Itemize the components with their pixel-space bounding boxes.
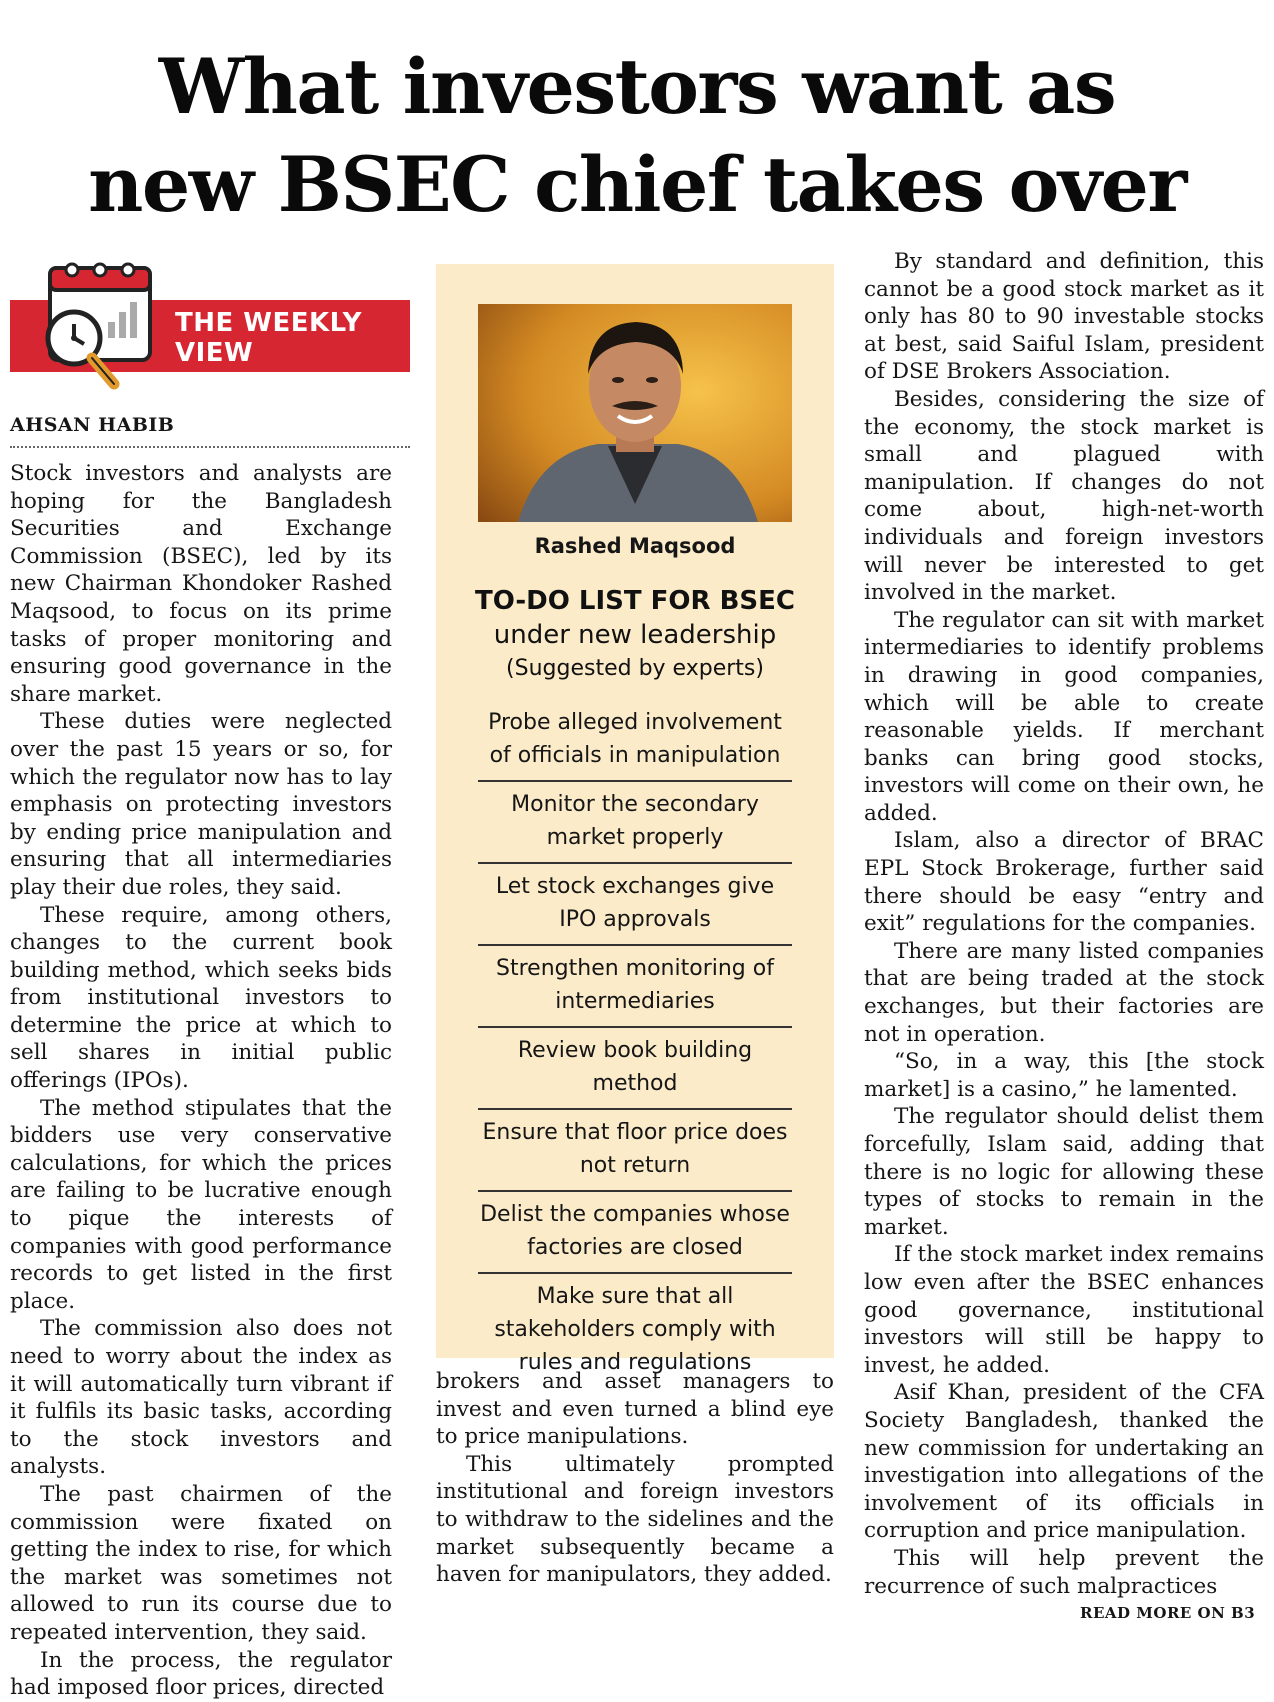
paragraph: This ultimately prompted institutional and foreign investors to withdraw to the sidelines and the market subsequently became a haven for manipulators, they added.: [436, 1451, 834, 1588]
todo-item: Ensure that floor price does not return: [478, 1110, 792, 1192]
article-column-1: [10, 460, 392, 1702]
weekly-view-logo: [10, 256, 410, 406]
article-column-3: [864, 248, 1264, 1600]
paragraph: brokers and asset managers to invest and even turned a blind eye to price manipulations.: [436, 1369, 834, 1450]
paragraph: The regulator can sit with market intermediaries to identify problems in drawing in good companies, which will be able to create reasonable yields. If merchant banks can bring good stocks, investors will come on their own, he added.: [864, 607, 1264, 826]
calendar-clock-magnifier-icon: [28, 256, 173, 406]
paragraph: “So, in a way, this [the stock market] is a casino,” he lamented.: [864, 1049, 1264, 1102]
weekly-view-label-line-1: THE WEEKLY: [175, 308, 362, 338]
photo-caption: Rashed Maqsood: [534, 534, 736, 558]
todo-title-sub: under new leadership: [493, 620, 777, 650]
paragraph: Asif Khan, president of the CFA Society Bangladesh, thanked the new commission for undertaking an investigation into allegations of the involvement of its officials in corruption and price manipulation.: [864, 1380, 1264, 1544]
paragraph: The past chairmen of the commission were fixated on getting the index to rise, for which the market was sometimes not allowed to run its course due to repeated intervention, they said.: [10, 1481, 392, 1645]
todo-item: Strengthen monitoring of intermediaries: [478, 946, 792, 1028]
byline: AHSAN HABIB: [10, 414, 410, 448]
paragraph: The regulator should delist them forcefully, Islam said, adding that there is no logic for allowing these types of stocks to remain in the market.: [864, 1104, 1264, 1240]
paragraph: The commission also does not need to worry about the index as it will automatically turn vibrant if it fulfils its basic tasks, according to the stock investors and analysts.: [10, 1316, 392, 1480]
paragraph: There are many listed companies that are being traded at the stock exchanges, but their factories are not in operation.: [864, 938, 1264, 1047]
todo-item: Probe alleged involvement of officials in manipulation: [478, 700, 792, 782]
paragraph: In the process, the regulator had imposed floor prices, directed: [10, 1647, 392, 1701]
paragraph: The method stipulates that the bidders use very conservative calculations, for which the prices are failing to be lucrative enough to pique the interests of companies with good performance records to get listed in the first place.: [10, 1095, 392, 1314]
paragraph: Stock investors and analysts are hoping for the Bangladesh Securities and Exchange Commission (BSEC), led by its new Chairman Khondoker Rashed Maqsood, to focus on its prime tasks of proper monitoring and ensuring good governance in the share market.: [10, 461, 392, 707]
weekly-view-label: [175, 308, 362, 368]
todo-item: Review book building method: [478, 1028, 792, 1110]
article-column-2: [436, 1368, 834, 1589]
weekly-view-label-line-2: VIEW: [175, 338, 254, 368]
paragraph: By standard and definition, this cannot be a good stock market as it only has 80 to 90 investable stocks at best, said Saiful Islam, president of DSE Brokers Association.: [864, 249, 1264, 385]
headline-line-2: new BSEC chief takes over: [88, 140, 1186, 229]
read-more-link[interactable]: READ MORE ON B3: [1080, 1604, 1256, 1622]
paragraph: If the stock market index remains low even after the BSEC enhances good governance, institutional investors will still be happy to invest, he added.: [864, 1242, 1264, 1378]
paragraph: Islam, also a director of BRAC EPL Stock Brokerage, further said there should be easy “entry and exit” regulations for the companies.: [864, 828, 1264, 937]
headline-line-1: What investors want as: [158, 42, 1116, 131]
paragraph: Besides, considering the size of the economy, the stock market is small and plagued with manipulation. If changes do not come about, high-net-worth individuals and foreign investors will never be interested to get involved in the market.: [864, 386, 1264, 606]
paragraph: This will help prevent the recurrence of such malpractices: [864, 1545, 1264, 1599]
todo-title: [436, 584, 834, 686]
todo-item: Let stock exchanges give IPO approvals: [478, 864, 792, 946]
todo-item: Make sure that all stakeholders comply with rules and regulations: [494, 1284, 776, 1375]
todo-list: [478, 700, 792, 1387]
headline: [0, 38, 1274, 234]
todo-sidebar: [436, 264, 834, 1375]
todo-item: Delist the companies whose factories are closed: [478, 1192, 792, 1274]
paragraph: These duties were neglected over the past 15 years or so, for which the regulator now has to lay emphasis on protecting investors by ending price manipulation and ensuring that all intermediaries play their due roles, they said.: [10, 709, 392, 900]
paragraph: These require, among others, changes to the current book building method, which seeks bids from institutional investors to determine the price at which to sell shares in initial public offerings (IPOs).: [10, 902, 392, 1094]
portrait-image: [478, 304, 792, 522]
portrait-photo: [478, 304, 792, 522]
todo-title-note: (Suggested by experts): [506, 656, 764, 681]
todo-title-main: TO-DO LIST FOR BSEC: [475, 586, 795, 616]
todo-item: Monitor the secondary market properly: [478, 782, 792, 864]
